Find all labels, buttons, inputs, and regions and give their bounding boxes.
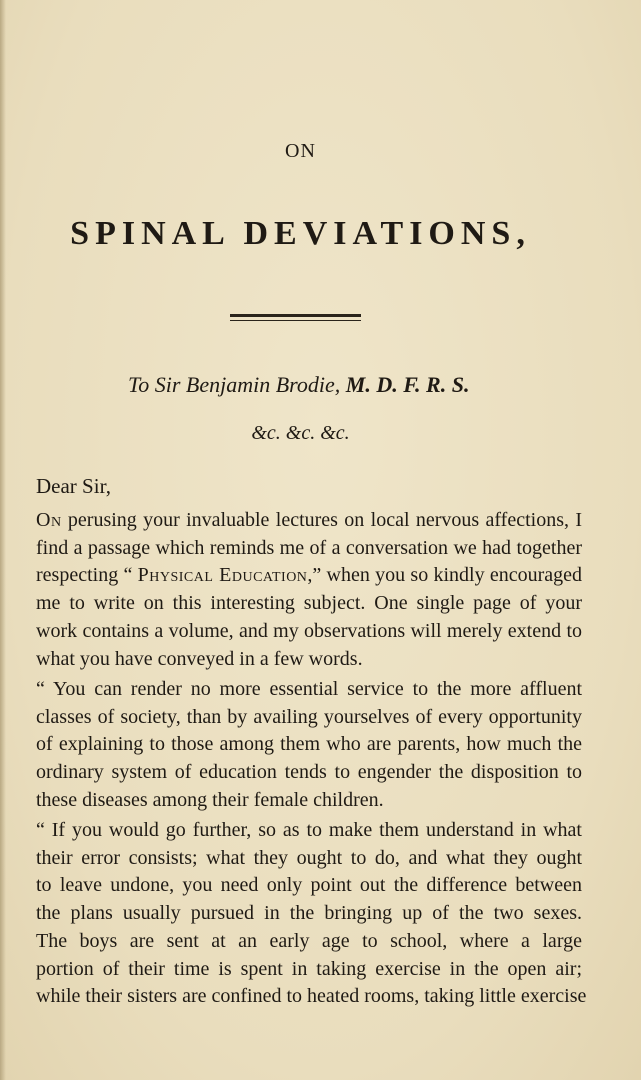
dedication-initials: M. D. F. R. S.: [345, 372, 470, 397]
title-rule-thin: [230, 320, 361, 321]
paragraph-line: respecting “ Physical Education,” when you so kindly encouraged: [36, 564, 582, 587]
paragraph-line: the plans usually pursued in the bringing up of the two sexes.: [36, 902, 582, 925]
paragraph-3: [36, 817, 587, 1011]
paragraph-line: find a passage which reminds me of a conversation we had together: [36, 536, 582, 559]
dedication-etc: &c. &c. &c.: [251, 422, 350, 444]
paragraph-2: [36, 676, 582, 815]
paragraph-line: to leave undone, you need only point out the difference between: [36, 874, 582, 897]
paragraph-1: [36, 507, 582, 673]
paragraph-line: classes of society, than by availing yourselves of every opportunity: [36, 705, 582, 728]
paragraph-line: On perusing your invaluable lectures on local nervous affections, I: [36, 509, 582, 531]
salutation: Dear Sir,: [36, 474, 111, 498]
page-title: SPINAL DEVIATIONS,: [70, 215, 531, 252]
heading-on: ON: [285, 140, 316, 162]
paragraph-line: “ If you would go further, so as to make them understand in what: [36, 819, 582, 841]
dedication-recipient: To Sir Benjamin Brodie,: [128, 372, 341, 397]
paragraph-line: these diseases among their female children.: [36, 788, 384, 811]
paragraph-line: work contains a volume, and my observations will merely extend to: [36, 619, 582, 642]
paragraph-line: of explaining to those among them who are parents, how much the: [36, 733, 582, 756]
paragraph-line: what you have conveyed in a few words.: [36, 647, 363, 670]
paragraph-line: while their sisters are confined to heated rooms, taking little exercise: [36, 985, 587, 1008]
dedication: [128, 372, 469, 398]
title-rule-thick: [230, 314, 361, 317]
paragraph-line: portion of their time is spent in taking exercise in the open air;: [36, 957, 582, 980]
paragraph-line: “ You can render no more essential service to the more affluent: [36, 678, 582, 700]
paragraph-line: The boys are sent at an early age to school, where a large: [36, 929, 582, 952]
paragraph-line: ordinary system of education tends to engender the disposition to: [36, 761, 582, 784]
paragraph-line: me to write on this interesting subject. One single page of your: [36, 592, 582, 615]
paragraph-line: their error consists; what they ought to do, and what they ought: [36, 846, 582, 869]
